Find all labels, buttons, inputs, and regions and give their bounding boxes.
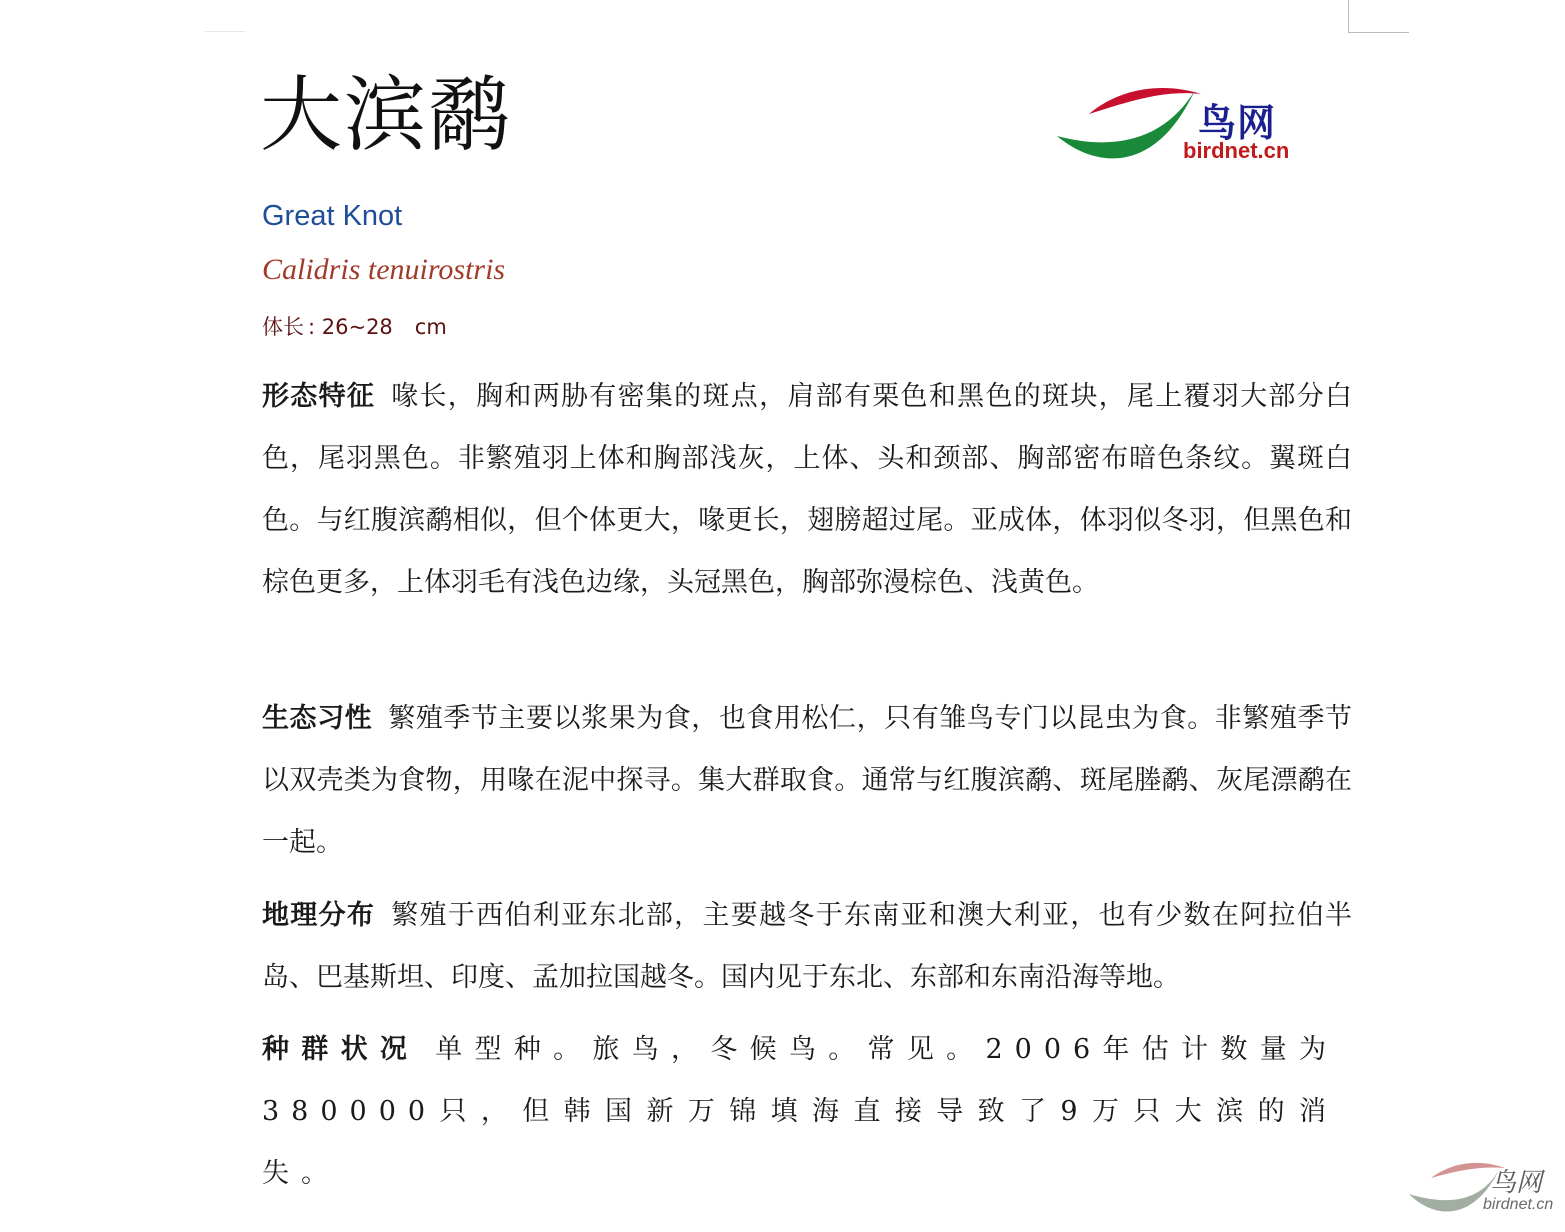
size-value: : 26~28 (308, 315, 393, 339)
page-corner-mark (1348, 0, 1409, 33)
body-size (262, 310, 447, 344)
section-distribution (262, 885, 1352, 1009)
size-label: 体长 (262, 315, 304, 339)
population-heading: 种群状况 (262, 1034, 420, 1065)
page-title: 大滨鹬 (260, 68, 513, 163)
distribution-text: 繁殖于西伯利亚东北部，主要越冬于东南亚和澳大利亚，也有少数在阿拉伯半岛、巴基斯坦、印度、孟加拉国越冬。国内见于东北、东部和东南沿海等地。 (262, 900, 1353, 993)
ecology-text: 繁殖季节主要以浆果为食，也食用松仁，只有雏鸟专门以昆虫为食。非繁殖季节以双壳类为食物，用喙在泥中探寻。集大群取食。通常与红腹滨鹬、斑尾塍鹬、灰尾漂鹬在一起。 (262, 703, 1353, 858)
section-population (262, 1019, 1338, 1205)
section-morphology (262, 366, 1352, 614)
distribution-heading: 地理分布 (262, 900, 376, 931)
section-ecology (262, 688, 1352, 874)
ecology-heading: 生态习性 (262, 703, 373, 734)
population-text: 单型种。旅鸟，冬候鸟。常见。2006年估计数量为380000只，但韩国新万锦填海直接导致了9万只大滨的消失。 (262, 1034, 1338, 1189)
latin-name: Calidris tenuirostris (262, 253, 506, 286)
morphology-text: 喙长，胸和两胁有密集的斑点，肩部有栗色和黑色的斑块，尾上覆羽大部分白色，尾羽黑色。非繁殖羽上体和胸部浅灰，上体、头和颈部、胸部密布暗色条纹。翼斑白色。与红腹滨鹬相似，但个体更大，喙更长，翅膀超过尾。亚成体，体羽似冬羽，但黑色和棕色更多，上体羽毛有浅色边缘，头冠黑色，胸部弥漫棕色、浅黄色。 (262, 381, 1353, 598)
english-name: Great Knot (262, 200, 403, 232)
watermark-en-text: birdnet.cn (1483, 1196, 1554, 1213)
birdnet-logo (1055, 84, 1290, 170)
watermark-cn-text: 鸟网 (1490, 1168, 1543, 1198)
size-unit: cm (414, 315, 447, 339)
morphology-heading: 形态特征 (262, 381, 376, 412)
birdnet-watermark (1405, 1158, 1565, 1228)
logo-en-text: birdnet.cn (1183, 138, 1290, 163)
top-rule (205, 31, 245, 32)
logo-cn-text: 鸟网 (1198, 100, 1277, 145)
